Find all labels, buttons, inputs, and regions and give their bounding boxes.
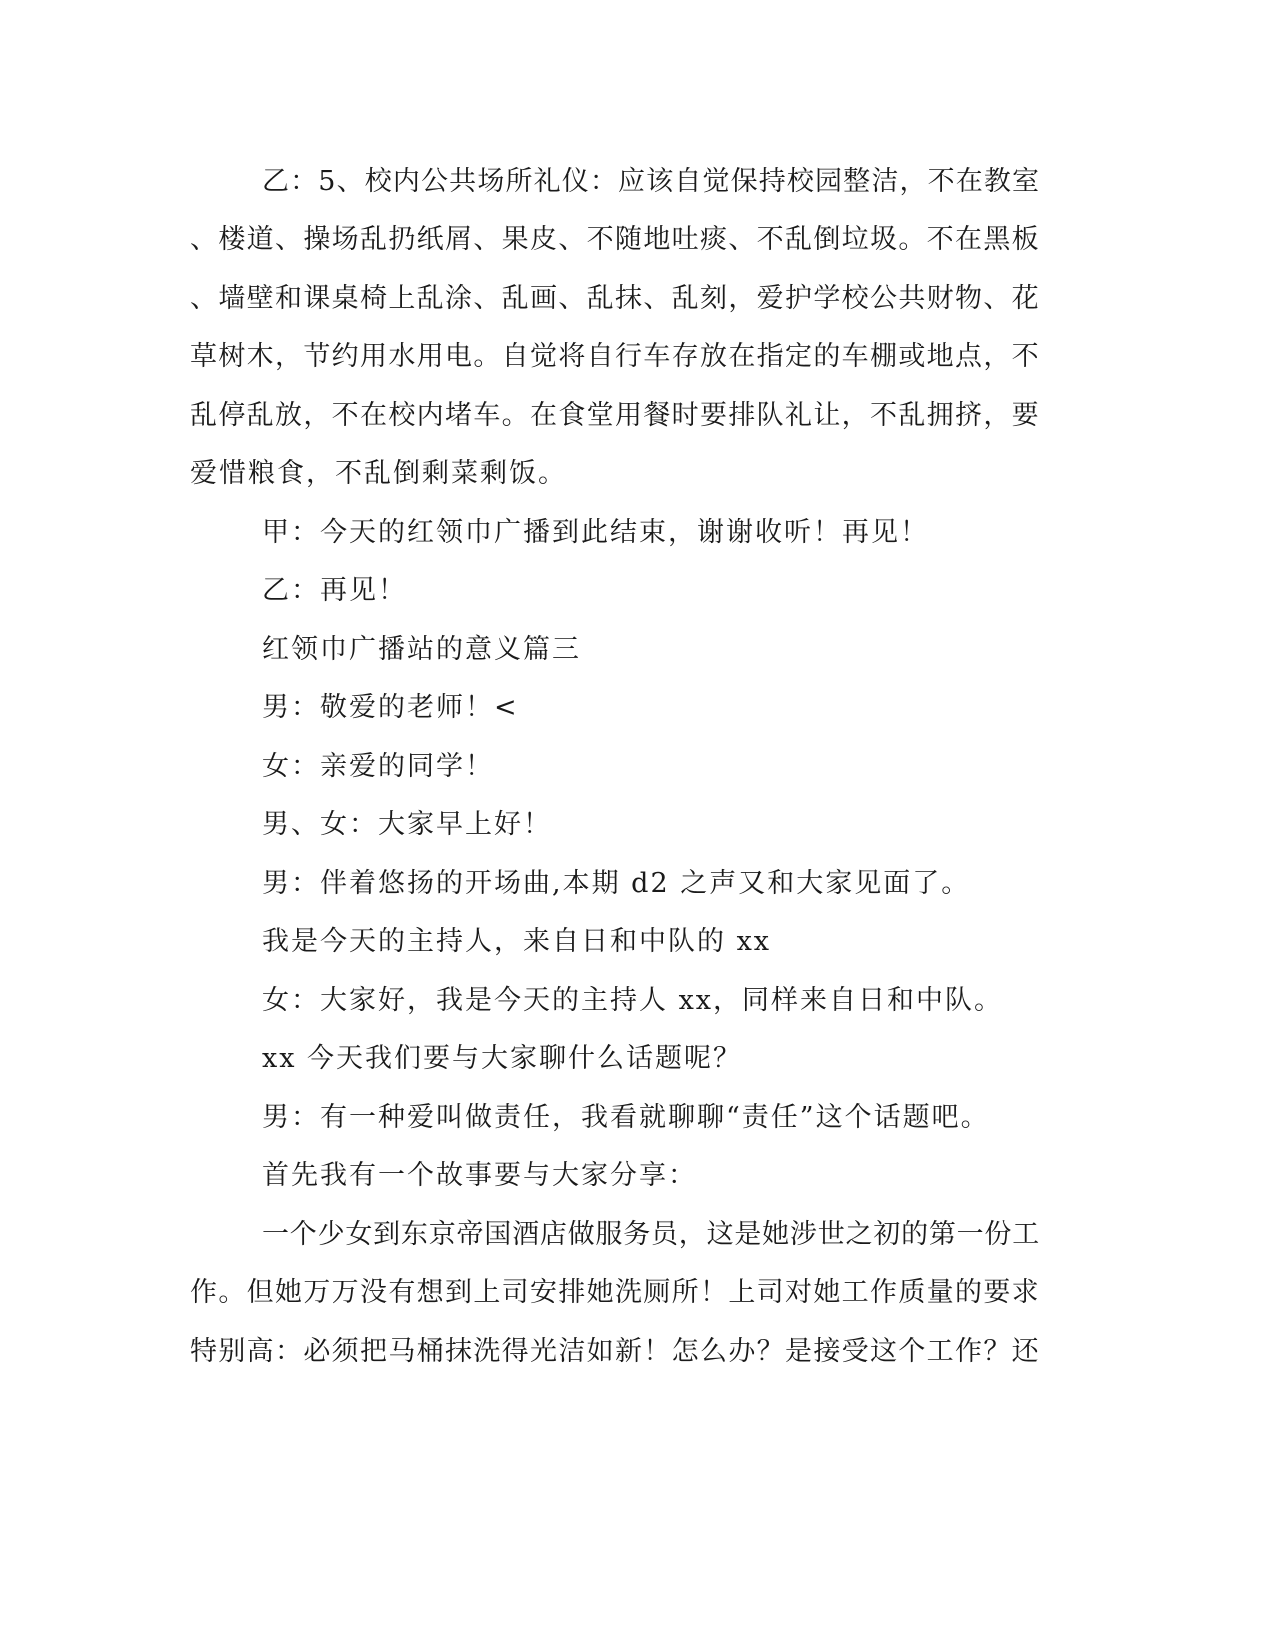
- text-line: 特别高：必须把马桶抹洗得光洁如新！怎么办？是接受这个工作？还: [190, 1336, 1040, 1367]
- text-line: 男：有一种爱叫做责任，我看就聊聊“责任”这个话题吧。: [262, 1102, 990, 1133]
- text-line: 作。但她万万没有想到上司安排她洗厕所！上司对她工作质量的要求: [190, 1277, 1040, 1308]
- text-line: 乙：5、校内公共场所礼仪：应该自觉保持校园整洁，不在教室: [262, 166, 1041, 197]
- text-line: 甲：今天的红领巾广播到此结束，谢谢收听！再见！: [262, 517, 929, 548]
- text-line: 首先我有一个故事要与大家分享：: [262, 1160, 697, 1191]
- text-line: 我是今天的主持人，来自日和中队的 xx: [262, 926, 772, 957]
- text-line: 女：大家好，我是今天的主持人 xx，同样来自日和中队。: [262, 985, 1004, 1016]
- text-line: 女：亲爱的同学！: [262, 751, 494, 782]
- text-line: 、楼道、操场乱扔纸屑、果皮、不随地吐痰、不乱倒垃圾。不在黑板: [190, 224, 1040, 255]
- section-heading: 红领巾广播站的意义篇三: [262, 634, 581, 665]
- text-line: 乱停乱放，不在校内堵车。在食堂用餐时要排队礼让，不乱拥挤，要: [190, 400, 1040, 431]
- text-line: 爱惜粮食，不乱倒剩菜剩饭。: [190, 458, 567, 489]
- text-line: 男：伴着悠扬的开场曲,本期 d2 之声又和大家见面了。: [262, 868, 971, 899]
- text-line: 、墙壁和课桌椅上乱涂、乱画、乱抹、乱刻，爱护学校公共财物、花: [190, 283, 1040, 314]
- text-line: 一个少女到东京帝国酒店做服务员，这是她涉世之初的第一份工: [262, 1219, 1040, 1250]
- text-line: 草树木，节约用水用电。自觉将自行车存放在指定的车棚或地点，不: [190, 341, 1040, 372]
- text-line: 男、女：大家早上好！: [262, 809, 552, 840]
- text-line: 乙：再见！: [262, 575, 407, 606]
- text-line: 男：敬爱的老师！<: [262, 692, 519, 723]
- text-line: xx 今天我们要与大家聊什么话题呢？: [262, 1043, 743, 1074]
